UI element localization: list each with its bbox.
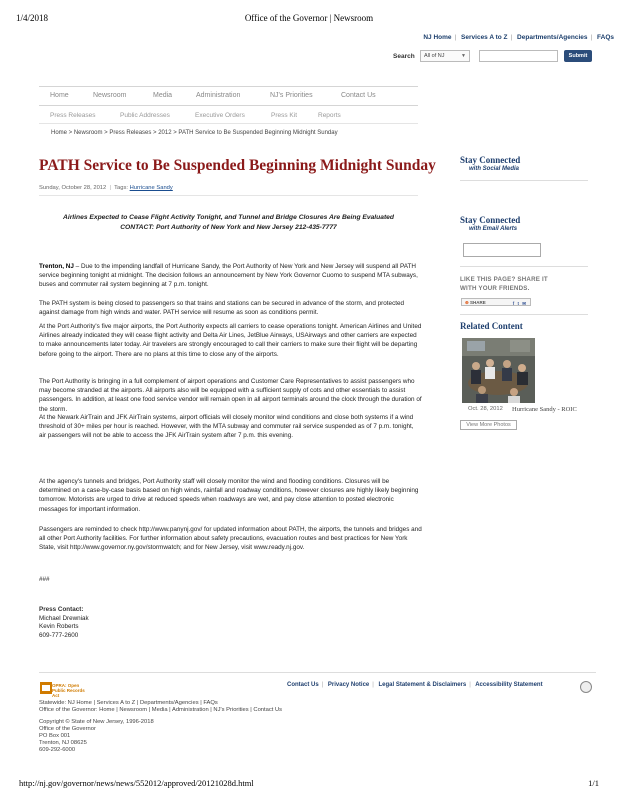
social-media-link[interactable]: with Social Media (469, 166, 520, 172)
print-url: http://nj.gov/governor/news/news/552012/approved/20121028d.html (19, 778, 254, 788)
photo-image (462, 338, 535, 403)
divider (460, 180, 588, 181)
paragraph-4: The Port Authority is bringing in a full complement of airport operations and Customer Care Representatives to assist passengers who may become stranded at the airports. All airports also will be equipped with a sufficient supply of cots and other essentials to assist passengers. In addition, at least one food service vendor will remain open in all airport terminals around the clock through the duration of the storm. (39, 378, 422, 413)
contact-name: Michael Drewniak (39, 614, 89, 622)
footer-phone: 609-292-6000 (39, 747, 76, 753)
utility-nav: NJ Home | Services A to Z | Departments/Agencies | FAQs (423, 34, 614, 41)
footer-office-links[interactable]: Office of the Governor: Home | Newsroom | Media | Administration | NJ's Priorities | Contact Us (39, 707, 283, 713)
share-button[interactable] (461, 298, 531, 306)
subnav-reports[interactable]: Reports (318, 112, 341, 119)
share-label: SHARE (470, 300, 486, 305)
divider (39, 195, 418, 196)
footer-links: Contact Us | Privacy Notice | Legal Statement & Disclaimers | Accessibility Statement (287, 682, 543, 688)
nav-media[interactable]: Media (153, 92, 173, 99)
related-content-title: Related Content (460, 321, 523, 331)
related-photo[interactable] (462, 338, 535, 403)
nav-newsroom[interactable]: Newsroom (93, 92, 127, 99)
footer-link-privacy[interactable]: Privacy Notice (327, 682, 370, 688)
util-link-faqs[interactable]: FAQs (597, 34, 614, 41)
opra-label: OPRA: Open Public Records Act (52, 683, 85, 698)
nav-home[interactable]: Home (50, 92, 69, 99)
nav-priorities[interactable]: NJ's Priorities (270, 92, 313, 99)
search-scope-select[interactable] (420, 50, 470, 62)
press-contact-label: Press Contact: (39, 606, 84, 613)
page-title: PATH Service to Be Suspended Beginning Midnight Sunday (39, 157, 436, 174)
photo-title-link[interactable]: Hurricane Sandy - ROIC (512, 406, 577, 413)
chevron-down-icon: ▼ (461, 53, 466, 59)
opra-icon (40, 682, 52, 694)
end-mark: ### (39, 576, 50, 583)
search-scope-value: All of NJ (424, 53, 445, 59)
search-label: Search (393, 53, 415, 60)
divider (460, 314, 588, 315)
stay-connected-email-title: Stay Connected (460, 215, 521, 225)
plus-icon: ⊕ (465, 300, 469, 305)
tag-link[interactable]: Hurricane Sandy (129, 185, 173, 191)
divider (39, 672, 596, 673)
divider (460, 266, 588, 267)
footer-address-line: Office of the Governor (39, 726, 96, 732)
subnav-press-kit[interactable]: Press Kit (271, 112, 298, 119)
email-field[interactable] (463, 243, 541, 257)
footer-address-line: PO Box 001 (39, 733, 71, 739)
paragraph-1-text: – Due to the impending landfall of Hurricane Sandy, the Port Authority of New York and New Jersey will suspend all PATH service beginning tonight at midnight. The decision follows an announcement by New York Governor Cuomo to suspend MTA subways, buses and commuter rail system beginning at 7 p.m. tonight. (39, 263, 418, 289)
main-nav (39, 86, 418, 106)
print-date: 1/4/2018 (16, 13, 49, 23)
contact-name: Kevin Roberts (39, 623, 79, 630)
paragraph-1 (39, 262, 422, 290)
breadcrumb[interactable]: Home > Newsroom > Press Releases > 2012 > PATH Service to Be Suspended Beginning Midnight Sunday (51, 130, 338, 136)
footer-link-accessibility[interactable]: Accessibility Statement (475, 682, 543, 688)
paragraph-6: At the agency's tunnels and bridges, Port Authority staff will closely monitor the wind and flooding conditions. Closures will be determined on a case-by-case basis based on high winds, rainfall and roadway conditions, however closures are highly likely beginning tomorrow. Motorists are urged to drive at reduced speeds when roadways are wet, and pay close attention to posted electronic messages for important information. (39, 478, 419, 513)
share-prompt (460, 276, 548, 293)
search-submit-button[interactable]: Submit (564, 50, 592, 62)
util-link-departments[interactable]: Departments/Agencies (517, 34, 588, 41)
photo-date: Oct. 28, 2012 (468, 406, 503, 412)
stay-connected-social-title: Stay Connected (460, 155, 521, 165)
print-title: Office of the Governor | Newsroom (244, 13, 374, 23)
paragraph-2: The PATH system is being closed to passengers so that trains and stations can be secured in advance of the storm, and protected against damage from high winds and water. PATH service will resume as soon as conditions permit. (39, 300, 405, 317)
footer-address-line: Trenton, NJ 08625 (39, 740, 87, 746)
nav-administration[interactable]: Administration (196, 92, 241, 99)
search-input[interactable] (479, 50, 558, 62)
article-date: Sunday, October 28, 2012 (39, 185, 107, 191)
share-prompt-line: LIKE THIS PAGE? SHARE IT (460, 276, 548, 283)
view-more-photos-button[interactable]: View More Photos (460, 420, 517, 430)
paragraph-5: At the Newark AirTrain and JFK AirTrain systems, airport officials will closely monitor wind conditions and close both systems if a wind threshold of 30+ miles per hour is reached. However, with the MTA subway and commuter rail service suspended as of 7 p.m. tonight, air passengers will not be able to access the JFK AirTrain system after 7 p.m. this evening. (39, 414, 414, 440)
social-icons: f t ✉ (512, 301, 527, 306)
paragraph-7: Passengers are reminded to check http://www.panynj.gov/ for updated information about PATH, the airports, the tunnels and bridges and all other Port Authority facilities. For further information about safety precautions, evacuation routes and best practices for New York State, visit http://www.governor.ny.gov/stormwatch; and for New Jersey, visit www.ready.nj.gov. (39, 526, 422, 552)
print-footer (19, 778, 599, 788)
search-bar (393, 50, 593, 64)
footer-copyright: Copyright © State of New Jersey, 1996-2018 (39, 719, 154, 725)
email-alerts-link[interactable]: with Email Alerts (469, 226, 518, 232)
util-link-services[interactable]: Services A to Z (461, 34, 508, 41)
subhead-contact: CONTACT: Port Authority of New York and New Jersey 212-435-7777 (120, 223, 337, 231)
print-page-number: 1/1 (588, 778, 599, 788)
subnav-public-addresses[interactable]: Public Addresses (120, 112, 170, 119)
footer-link-legal[interactable]: Legal Statement & Disclaimers (378, 682, 467, 688)
article-subhead (39, 213, 418, 232)
contact-phone: 609-777-2600 (39, 631, 79, 639)
sub-nav (39, 110, 418, 124)
article-meta: Sunday, October 28, 2012 | Tags: Hurricane Sandy (39, 185, 173, 191)
state-seal-icon (580, 681, 592, 693)
tags-label: Tags: (114, 185, 128, 191)
share-prompt-line: WITH YOUR FRIENDS. (460, 284, 530, 292)
footer-statewide-links[interactable]: Statewide: NJ Home | Services A to Z | Departments/Agencies | FAQs (39, 700, 218, 706)
subnav-press-releases[interactable]: Press Releases (50, 112, 96, 119)
util-link-nj-home[interactable]: NJ Home (423, 34, 452, 41)
paragraph-3: At the Port Authority's five major airports, the Port Authority expects all carriers to cease operations tonight. American Airlines and United Airlines already indicated they will cease flight activity and Delta Air Lines, JetBlue Airways, USAirways and other carriers are expected to make announcements later today. Air travelers are strongly encouraged to call their carriers to make sure their flight will be departing before going to the airport. There are no plans at this time to close any of the airports. (39, 323, 422, 358)
dateline: Trenton, NJ (39, 263, 74, 270)
subnav-executive-orders[interactable]: Executive Orders (195, 112, 245, 119)
footer-link-contact[interactable]: Contact Us (287, 682, 319, 688)
nav-contact[interactable]: Contact Us (341, 92, 376, 99)
subhead-line: Airlines Expected to Cease Flight Activity Tonight, and Tunnel and Bridge Closures Are Being Evaluated (63, 214, 394, 221)
press-contact (39, 606, 89, 640)
